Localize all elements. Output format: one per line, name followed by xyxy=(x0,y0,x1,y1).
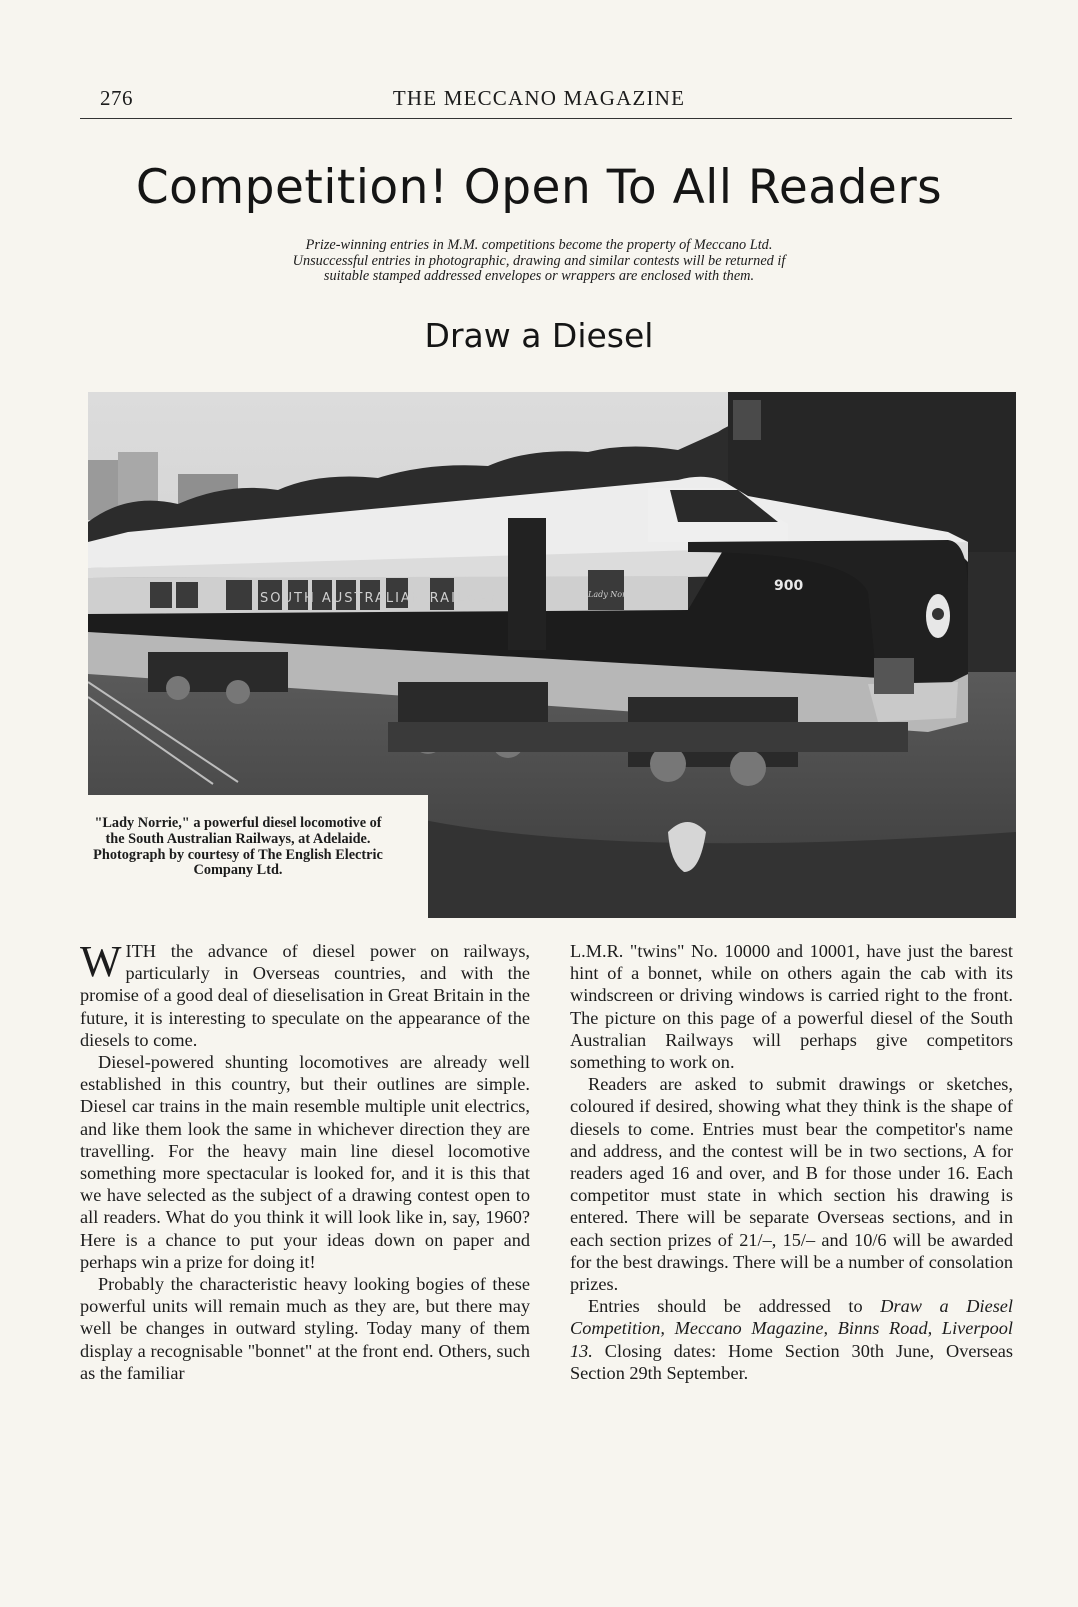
loco-cab-lettering: Lady Norrie xyxy=(588,590,638,599)
paragraph-text: ITH the advance of diesel power on railways, particularly in Overseas countries, and with the promise of a good deal of dieselisation in Great Britain in the future, it is interesting to speculate on the appearance of the diesels to come. xyxy=(80,941,530,1050)
loco-number: 900 xyxy=(774,578,804,594)
closing-dates: Closing dates: Home Section 30th June, Overseas Section 29th September. xyxy=(570,1340,1013,1383)
photo-caption: "Lady Norrie," a powerful diesel locomotive of the South Australian Railways, at Adelaide. Photograph by courtesy of The English Electric Company Ltd. xyxy=(93,815,383,879)
article-column-left xyxy=(80,937,530,1384)
article-paragraph: Diesel-powered shunting locomotives are already well established in this country, but their outlines are simple. Diesel car trains in the main resemble multiple unit electrics, and like them look the same in whichever direction they are travelling. For the heavy main line diesel locomotive something more spectacular is looked for, and it is this that we have selected as the subject of a drawing contest open to all readers. What do you think it will look like in, say, 1960? Here is a chance to put your ideas down on paper and perhaps win a prize for doing it! xyxy=(80,1052,530,1272)
article-paragraph xyxy=(570,1295,1013,1384)
page-title: Competition! Open To All Readers xyxy=(135,160,943,215)
header-rule xyxy=(80,118,1012,119)
page-number: 276 xyxy=(100,86,133,110)
article-paragraph: Probably the characteristic heavy looking bogies of these powerful units will remain much as they are, but there may well be changes in outward styling. Today many of them display a recognisable "bonnet" at the front end. Others, such as the familiar xyxy=(80,1274,530,1383)
drop-cap: W xyxy=(80,937,122,986)
running-head: THE MECCANO MAGAZINE xyxy=(392,86,686,110)
entry-address: Draw a Diesel Competition, Meccano Magazine, Binns Road, Liverpool 13. xyxy=(570,1296,1014,1361)
notice-line: suitable stamped addressed envelopes or wrappers are enclosed with them. xyxy=(323,268,755,284)
article-paragraph: L.M.R. "twins" No. 10000 and 10001, have just the barest hint of a bonnet, while on others again the cab with its windscreen or driving windows is carried right to the front. The picture on this page of a powerful diesel of the South Australian Railways will perhaps give competitors something to work on. xyxy=(570,941,1013,1073)
loco-side-lettering: SOUTH AUSTRALIAN RAILWAYS xyxy=(260,591,510,606)
article-paragraph xyxy=(80,937,530,1051)
notice-line: Prize-winning entries in M.M. competitions become the property of Meccano Ltd. xyxy=(305,237,773,253)
article-column-right xyxy=(570,940,1013,1384)
notice-line: Unsuccessful entries in photographic, drawing and similar contests will be returned if xyxy=(292,252,786,269)
competition-notice xyxy=(190,238,888,285)
article-paragraph: Readers are asked to submit drawings or sketches, coloured if desired, showing what they think is the shape of diesels to come. Entries must bear the competitor's name and address, and the contest will be in two sections, A for readers aged 16 and over, and B for those under 16. Each competitor must state in which section his drawing is entered. There will be separate Overseas sections, and in each section prizes of 21/–, 15/– and 10/6 will be awarded for the best drawings. There will be a number of consolation prizes. xyxy=(570,1074,1013,1295)
paragraph-text: Entries should be addressed to xyxy=(588,1296,863,1317)
article-subtitle: Draw a Diesel xyxy=(424,316,654,355)
